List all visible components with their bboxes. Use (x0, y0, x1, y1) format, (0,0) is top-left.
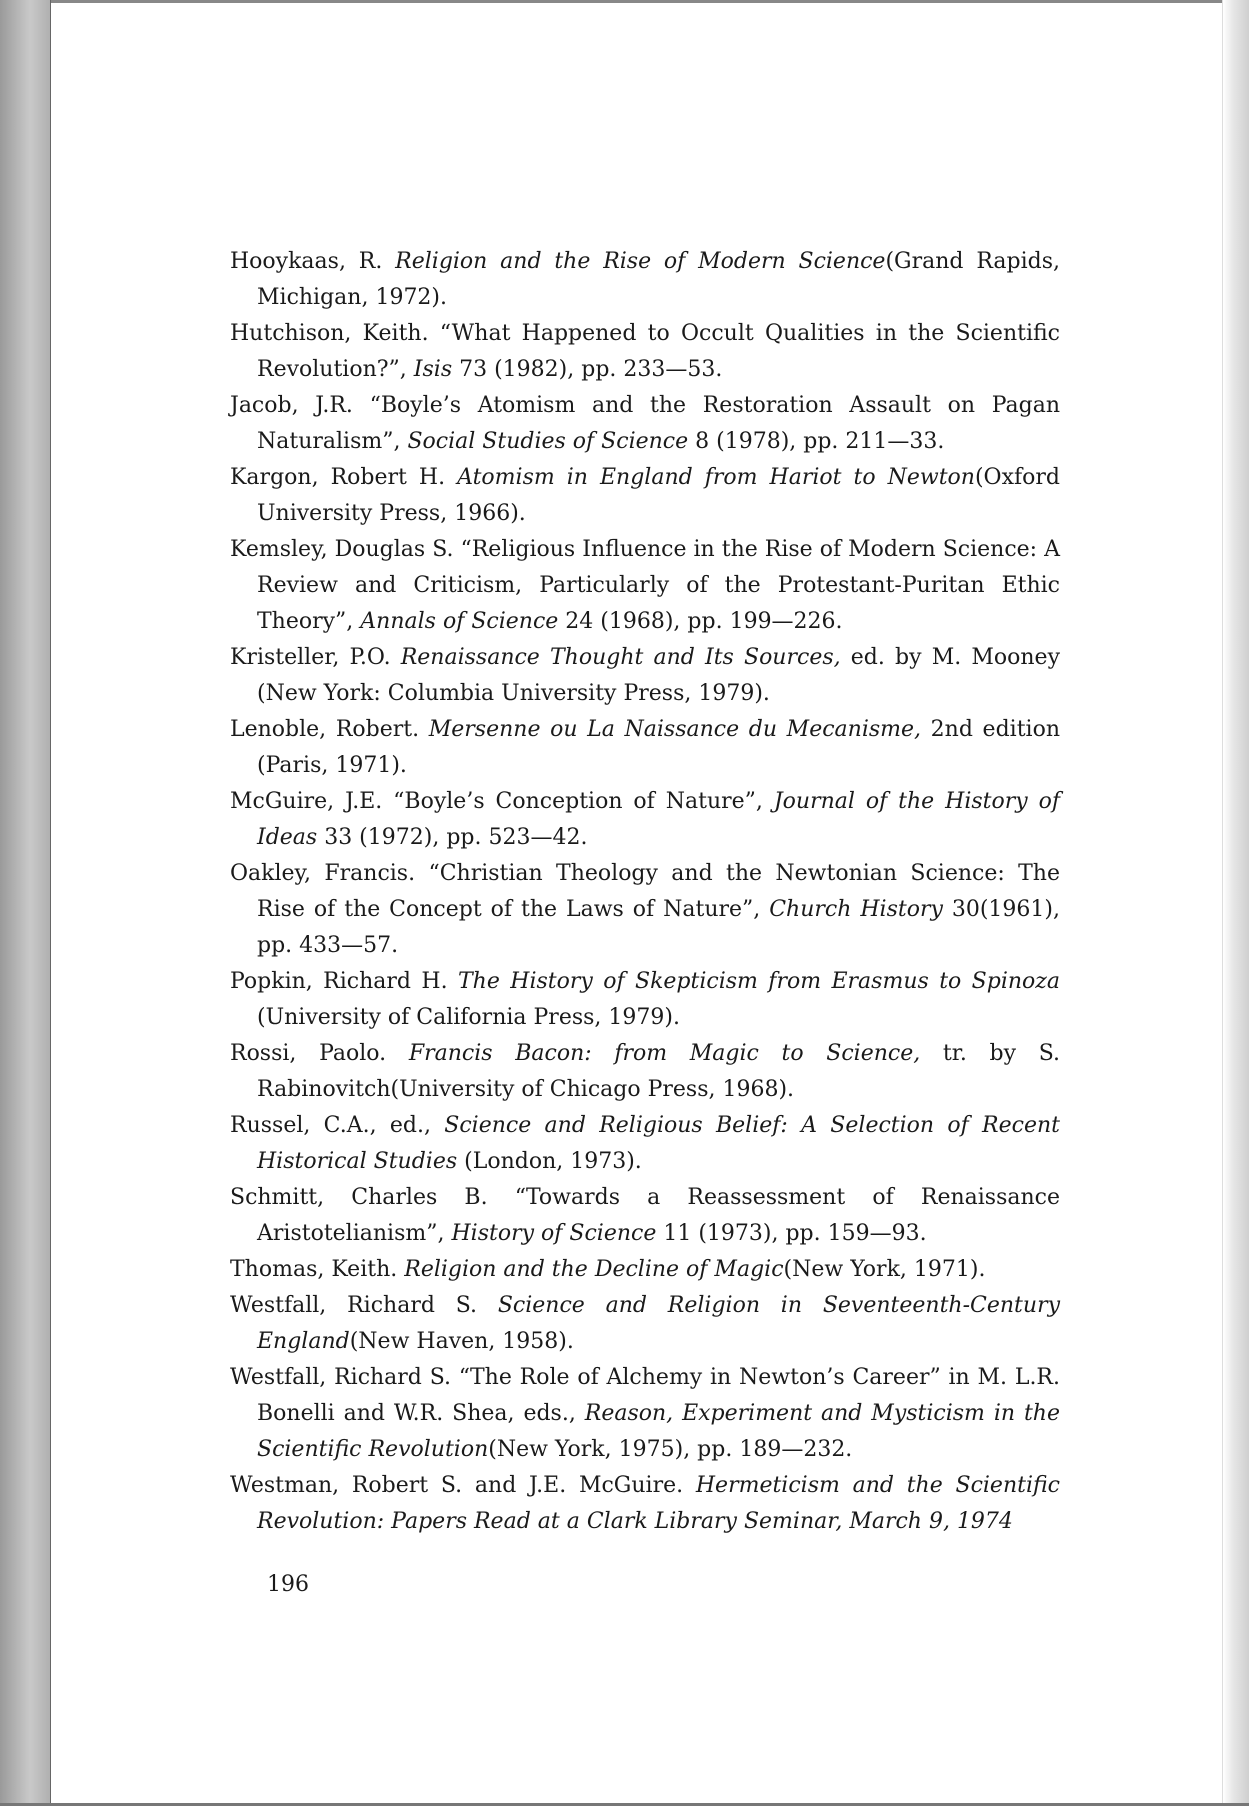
bibliography-entry (230, 460, 1060, 532)
bibliography-entry (230, 1468, 1060, 1540)
bibliography-entry (230, 640, 1060, 712)
entry-text: 11 (1973), pp. 159—93. (656, 1221, 927, 1246)
bibliography-entry (230, 964, 1060, 1036)
bibliography-entry (230, 1288, 1060, 1360)
book-edge-top (0, 0, 1249, 3)
entry-title-italic: Renaissance Thought and Its Sources, (400, 645, 841, 670)
entry-text: Westfall, Richard S. “The Role of Alchemy in Newton’s Career” in M. L.R. Bonelli and W.R. Shea, eds., (230, 1365, 1060, 1426)
entry-title-italic: The History of Skepticism from Erasmus to Spinoza (457, 969, 1060, 994)
entry-text: Oakley, Francis. “Christian Theology and the Newtonian Science: The Rise of the Concept of the Laws of Nature”, (230, 861, 1060, 922)
bibliography-entry (230, 1360, 1060, 1468)
entry-text: (New York, 1971). (783, 1257, 986, 1282)
entry-text: Kargon, Robert H. (230, 465, 458, 490)
entry-title-italic: Hermeticism and the Scientific Revolution: Papers Read at a Clark Library Seminar, March 9, 1974 (257, 1473, 1060, 1534)
bibliography-entry (230, 1108, 1060, 1180)
page-number: 196 (267, 1572, 309, 1597)
entry-title-italic: Science and Religion in Seventeenth-Century England (257, 1293, 1061, 1354)
entry-title-italic: Religion and the Rise of Modern Science (395, 249, 886, 274)
book-spine-edge (0, 0, 51, 1806)
entry-title-italic: Journal of the History of Ideas (257, 789, 1060, 850)
entry-text: Popkin, Richard H. (230, 969, 458, 994)
book-page-edge (1222, 0, 1249, 1806)
entry-text: Westman, Robert S. and J.E. McGuire. (230, 1473, 696, 1498)
entry-text: Lenoble, Robert. (230, 717, 429, 742)
entry-text: Hooykaas, R. (230, 249, 396, 274)
entry-title-italic: Annals of Science (360, 609, 559, 634)
entry-text: Kristeller, P.O. (230, 645, 401, 670)
entry-text: (New Haven, 1958). (349, 1329, 574, 1354)
entry-text: 24 (1968), pp. 199—226. (558, 609, 843, 634)
entry-text: (Oxford University Press, 1966). (257, 465, 1060, 526)
bibliography-entry (230, 1036, 1060, 1108)
entry-text: Rossi, Paolo. (230, 1041, 409, 1066)
entry-text: 8 (1978), pp. 211—33. (688, 429, 945, 454)
entry-text: Schmitt, Charles B. “Towards a Reassessment of Renaissance Aristotelianism”, (230, 1185, 1060, 1246)
entry-title-italic: History of Science (451, 1221, 657, 1246)
entry-text: Westfall, Richard S. (230, 1293, 498, 1318)
entry-text: Thomas, Keith. (230, 1257, 405, 1282)
entry-title-italic: Francis Bacon: from Magic to Science, (408, 1041, 921, 1066)
bibliography-entry (230, 712, 1060, 784)
entry-text: Hutchison, Keith. “What Happened to Occult Qualities in the Scientific Revolution?”, (230, 321, 1060, 382)
entry-title-italic: Social Studies of Science (407, 429, 689, 454)
entry-text: ed. by M. Mooney (New York: Columbia University Press, 1979). (257, 645, 1061, 706)
entry-title-italic: Atomism in England from Hariot to Newton (457, 465, 975, 490)
entry-text: tr. by S. Rabinovitch(University of Chicago Press, 1968). (257, 1041, 1060, 1102)
bibliography-entry (230, 856, 1060, 964)
bibliography-entry (230, 532, 1060, 640)
bibliography-entry (230, 784, 1060, 856)
entry-text: (New York, 1975), pp. 189—232. (488, 1437, 853, 1462)
entry-text: Kemsley, Douglas S. “Religious Influence in the Rise of Modern Science: A Review and Criticism, Particularly of the Protestant-Puritan Ethic Theory”, (230, 537, 1060, 634)
bibliography-entry (230, 244, 1060, 316)
entry-text: Jacob, J.R. “Boyle’s Atomism and the Restoration Assault on Pagan Naturalism”, (230, 393, 1060, 454)
entry-text: 30(1961), pp. 433—57. (257, 897, 1060, 958)
entry-text: (Grand Rapids, Michigan, 1972). (257, 249, 1060, 310)
entry-text: McGuire, J.E. “Boyle’s Conception of Nature”, (230, 789, 774, 814)
entry-text: 73 (1982), pp. 233—53. (452, 357, 723, 382)
bibliography-entry (230, 1180, 1060, 1252)
entry-text: 2nd edition (Paris, 1971). (257, 717, 1060, 778)
entry-title-italic: Isis (413, 357, 453, 382)
entry-text: (London, 1973). (457, 1149, 642, 1174)
bibliography-entry (230, 388, 1060, 460)
entry-text: Russel, C.A., ed., (230, 1113, 445, 1138)
bibliography-entry (230, 316, 1060, 388)
entry-title-italic: Science and Religious Belief: A Selection of Recent Historical Studies (257, 1113, 1060, 1174)
entry-text: 33 (1972), pp. 523—42. (317, 825, 588, 850)
entry-title-italic: Reason, Experiment and Mysticism in the Scientific Revolution (257, 1401, 1061, 1462)
entry-title-italic: Mersenne ou La Naissance du Mecanisme, (428, 717, 922, 742)
bibliography-entry (230, 1252, 1060, 1288)
entry-title-italic: Church History (769, 897, 943, 922)
entry-text: (University of California Press, 1979). (257, 1005, 680, 1030)
bibliography-list (230, 244, 1060, 1540)
entry-title-italic: Religion and the Decline of Magic (404, 1257, 784, 1282)
